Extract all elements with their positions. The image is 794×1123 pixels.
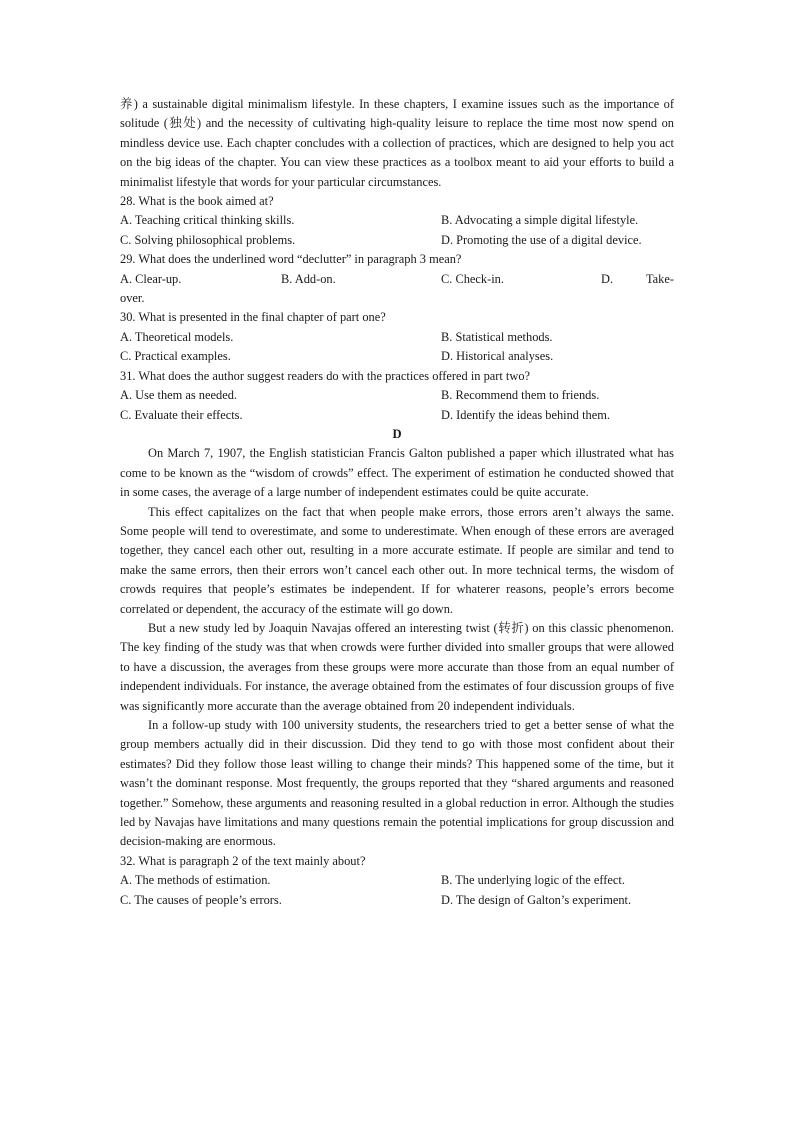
question-stem: 31. What does the author suggest readers do with the practices offered in part two? bbox=[120, 368, 531, 383]
passage-c-tail: 养) a sustainable digital minimalism lifestyle. In these chapters, I examine issues such as the importance of solitude (独处) and the necessity of cultivating high-quality leisure to replace the time most now spend on mindless device use. Each chapter concludes with a collection of practices, which are designed to help you act on the big ideas of the chapter. You can view these practices as a toolbox meant to aid your efforts to build a minimalist lifestyle that words for your particular circumstances. bbox=[120, 97, 674, 189]
option-c: C. Solving philosophical problems. bbox=[120, 232, 296, 247]
option-c: C. Evaluate their effects. bbox=[120, 407, 243, 422]
question-28 bbox=[120, 192, 674, 250]
passage-d-paragraph-3: But a new study led by Joaquin Navajas offered an interesting twist (转折) on this classic phenomenon. The key finding of the study was that when crowds were further divided into smaller groups that were allowed to have a discussion, the averages from these groups were more accurate than those from an equal number of independent individuals. For instance, the average obtained from the estimates of four discussion groups of five was significantly more accurate than the average obtained from 20 independent individuals. bbox=[120, 620, 674, 713]
passage-d-paragraph-4: In a follow-up study with 100 university students, the researchers tried to get a better sense of what the group members actually did in their discussion. Did they tend to go with those most confident about their estimates? Did they follow those least willing to change their minds? This happened some of the time, but it wasn’t the dominant response. Most frequently, the groups reported that they “shared arguments and reasoned together.” Somehow, these arguments and reasoning resulted in a global reduction in error. Although the studies led by Navajas have limitations and many questions remain the potential implications for group discussion and decision-making are enormous. bbox=[120, 718, 674, 849]
answer-options bbox=[120, 211, 674, 250]
question-stem: 29. What does the underlined word “declutter” in paragraph 3 mean? bbox=[120, 252, 462, 267]
option-d: D. Promoting the use of a digital device. bbox=[441, 232, 642, 247]
option-d-wrap: over. bbox=[120, 291, 145, 306]
option-c: C. The causes of people’s errors. bbox=[120, 892, 282, 907]
option-a: A. Theoretical models. bbox=[120, 329, 234, 344]
option-b: B. Add-on. bbox=[281, 271, 336, 286]
question-30 bbox=[120, 308, 674, 366]
passage-d-paragraph-2: This effect capitalizes on the fact that when people make errors, those errors aren’t always the same. Some people will tend to overestimate, and some to underestimate. When enough of these errors are averaged together, they cancel each other out, resulting in a more accurate estimate. If people are similar and tend to make the same errors, then their errors won’t cancel each other out. In more technical terms, the wisdom of crowds requires that people’s estimates be independent. If for whaterer reasons, people’s errors become correlated or dependent, the accuracy of the estimate will go down. bbox=[120, 504, 674, 616]
exam-page bbox=[120, 95, 674, 910]
passage-d-paragraph-1: On March 7, 1907, the English statistician Francis Galton published a paper which illustrated what has come to be known as the “wisdom of crowds” effect. The experiment of estimation he conducted showed that in some cases, the average of a large number of independent estimates could be quite accurate. bbox=[120, 446, 674, 500]
option-d: D. The design of Galton’s experiment. bbox=[441, 892, 632, 907]
question-29 bbox=[120, 250, 674, 308]
answer-options bbox=[120, 270, 674, 289]
option-b: B. Recommend them to friends. bbox=[441, 388, 600, 403]
option-b: B. Advocating a simple digital lifestyle. bbox=[441, 213, 639, 228]
option-d: D. Take- bbox=[601, 271, 674, 286]
answer-options bbox=[120, 328, 674, 367]
option-b: B. The underlying logic of the effect. bbox=[441, 873, 625, 888]
question-31 bbox=[120, 367, 674, 425]
answer-options bbox=[120, 386, 674, 425]
option-d: D. Historical analyses. bbox=[441, 349, 554, 364]
question-stem: 32. What is paragraph 2 of the text mainly about? bbox=[120, 853, 366, 868]
option-c: C. Check-in. bbox=[441, 271, 504, 286]
question-stem: 28. What is the book aimed at? bbox=[120, 194, 274, 209]
section-d-heading: D bbox=[392, 426, 402, 441]
option-b: B. Statistical methods. bbox=[441, 329, 553, 344]
option-a: A. Teaching critical thinking skills. bbox=[120, 213, 295, 228]
option-d: D. Identify the ideas behind them. bbox=[441, 407, 610, 422]
question-32 bbox=[120, 852, 674, 910]
option-c: C. Practical examples. bbox=[120, 349, 231, 364]
question-stem: 30. What is presented in the final chapter of part one? bbox=[120, 310, 386, 325]
answer-options bbox=[120, 871, 674, 910]
option-a: A. Use them as needed. bbox=[120, 388, 237, 403]
option-a: A. Clear-up. bbox=[120, 271, 182, 286]
option-a: A. The methods of estimation. bbox=[120, 873, 271, 888]
